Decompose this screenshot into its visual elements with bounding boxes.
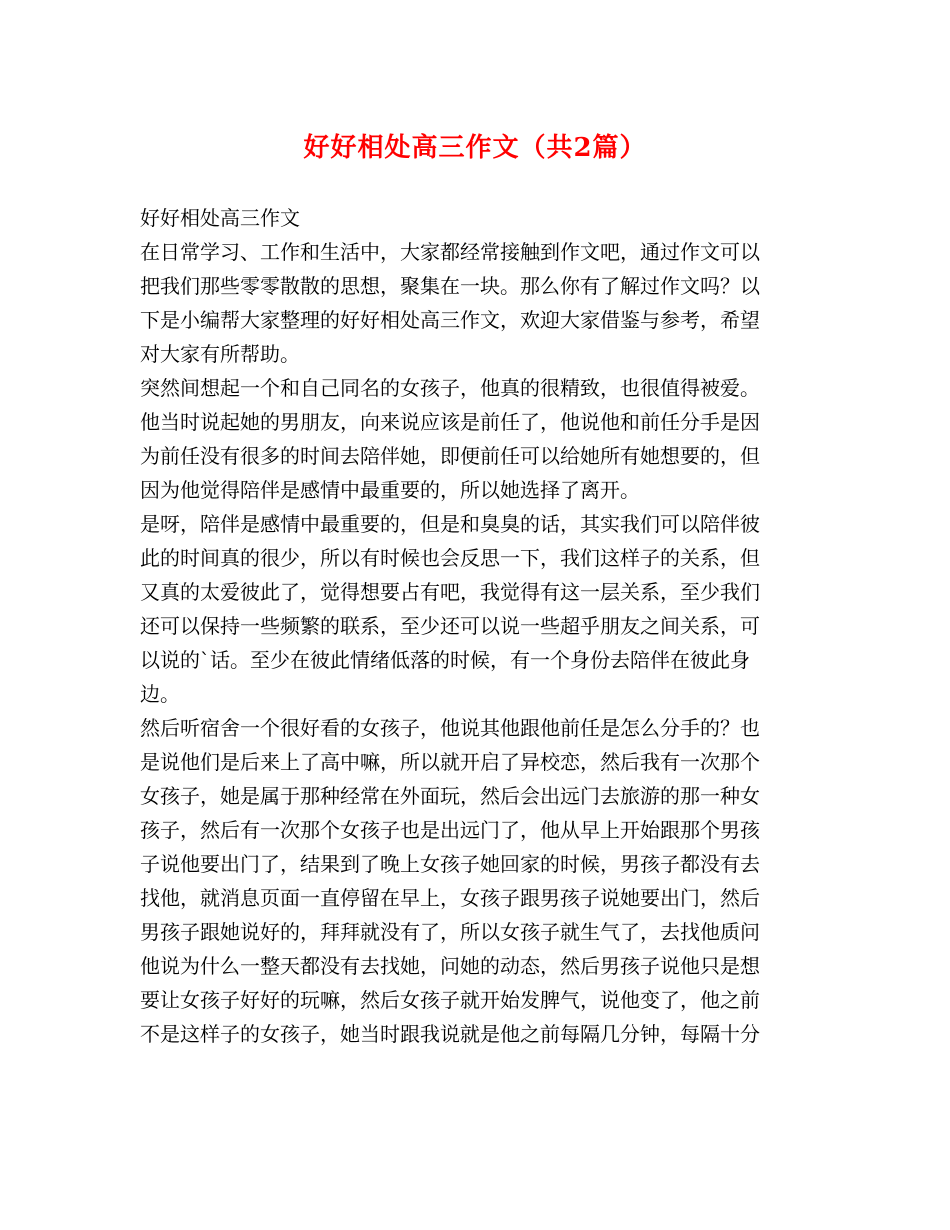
text-line: 因为他觉得陪伴是感情中最重要的，所以她选择了离开。 xyxy=(140,478,640,502)
text-line: 他当时说起她的男朋友，向来说应该是前任了，他说他和前任分手是因 xyxy=(140,410,760,434)
text-line: 男孩子跟她说好的，拜拜就没有了，所以女孩子就生气了，去找他质问 xyxy=(140,920,760,944)
text-line: 还可以保持一些频繁的联系，至少还可以说一些超乎朋友之间关系，可 xyxy=(140,614,760,638)
document-body xyxy=(140,201,812,1051)
text-line: 下是小编帮大家整理的好好相处高三作文，欢迎大家借鉴与参考，希望 xyxy=(140,308,760,332)
text-line: 然后听宿舍一个很好看的女孩子，他说其他跟他前任是怎么分手的？也 xyxy=(140,716,760,740)
subtitle-paragraph xyxy=(140,201,812,235)
text-line: 此的时间真的很少，所以有时候也会反思一下，我们这样子的关系，但 xyxy=(140,546,760,570)
text-line: 子说他要出门了，结果到了晚上女孩子她回家的时候，男孩子都没有去 xyxy=(140,852,760,876)
text-line: 是说他们是后来上了高中嘛，所以就开启了异校恋，然后我有一次那个 xyxy=(140,750,760,774)
text-line: 孩子，然后有一次那个女孩子也是出远门了，他从早上开始跟那个男孩 xyxy=(140,818,760,842)
text-line: 又真的太爱彼此了，觉得想要占有吧，我觉得有这一层关系，至少我们 xyxy=(140,580,760,604)
text-line: 以说的`话。至少在彼此情绪低落的时候，有一个身份去陪伴在彼此身 xyxy=(140,648,750,672)
text-line: 找他，就消息页面一直停留在早上，女孩子跟男孩子说她要出门，然后 xyxy=(140,886,760,910)
body-paragraph xyxy=(140,711,812,1051)
text-line: 对大家有所帮助。 xyxy=(140,342,300,366)
text-line: 不是这样子的女孩子，她当时跟我说就是他之前每隔几分钟，每隔十分 xyxy=(140,1022,760,1046)
body-paragraph xyxy=(140,371,812,507)
text-line: 边。 xyxy=(140,682,180,706)
text-line: 在日常学习、工作和生活中，大家都经常接触到作文吧，通过作文可以 xyxy=(140,240,760,264)
document-title: 好好相处高三作文（共2篇） xyxy=(303,133,647,163)
text-line: 要让女孩子好好的玩嘛，然后女孩子就开始发脾气，说他变了，他之前 xyxy=(140,988,760,1012)
body-paragraph xyxy=(140,507,812,711)
body-paragraph xyxy=(140,235,812,371)
text-line: 为前任没有很多的时间去陪伴她，即便前任可以给她所有她想要的，但 xyxy=(140,444,760,468)
text-line: 突然间想起一个和自己同名的女孩子，他真的很精致，也很值得被爱。 xyxy=(140,376,760,400)
text-line: 是呀，陪伴是感情中最重要的，但是和臭臭的话，其实我们可以陪伴彼 xyxy=(140,512,760,536)
text-line: 他说为什么一整天都没有去找她，问她的动态，然后男孩子说他只是想 xyxy=(140,954,760,978)
text-line: 把我们那些零零散散的思想，聚集在一块。那么你有了解过作文吗？以 xyxy=(140,274,760,298)
text-line: 好好相处高三作文 xyxy=(140,206,300,230)
text-line: 女孩子，她是属于那种经常在外面玩，然后会出远门去旅游的那一种女 xyxy=(140,784,760,808)
